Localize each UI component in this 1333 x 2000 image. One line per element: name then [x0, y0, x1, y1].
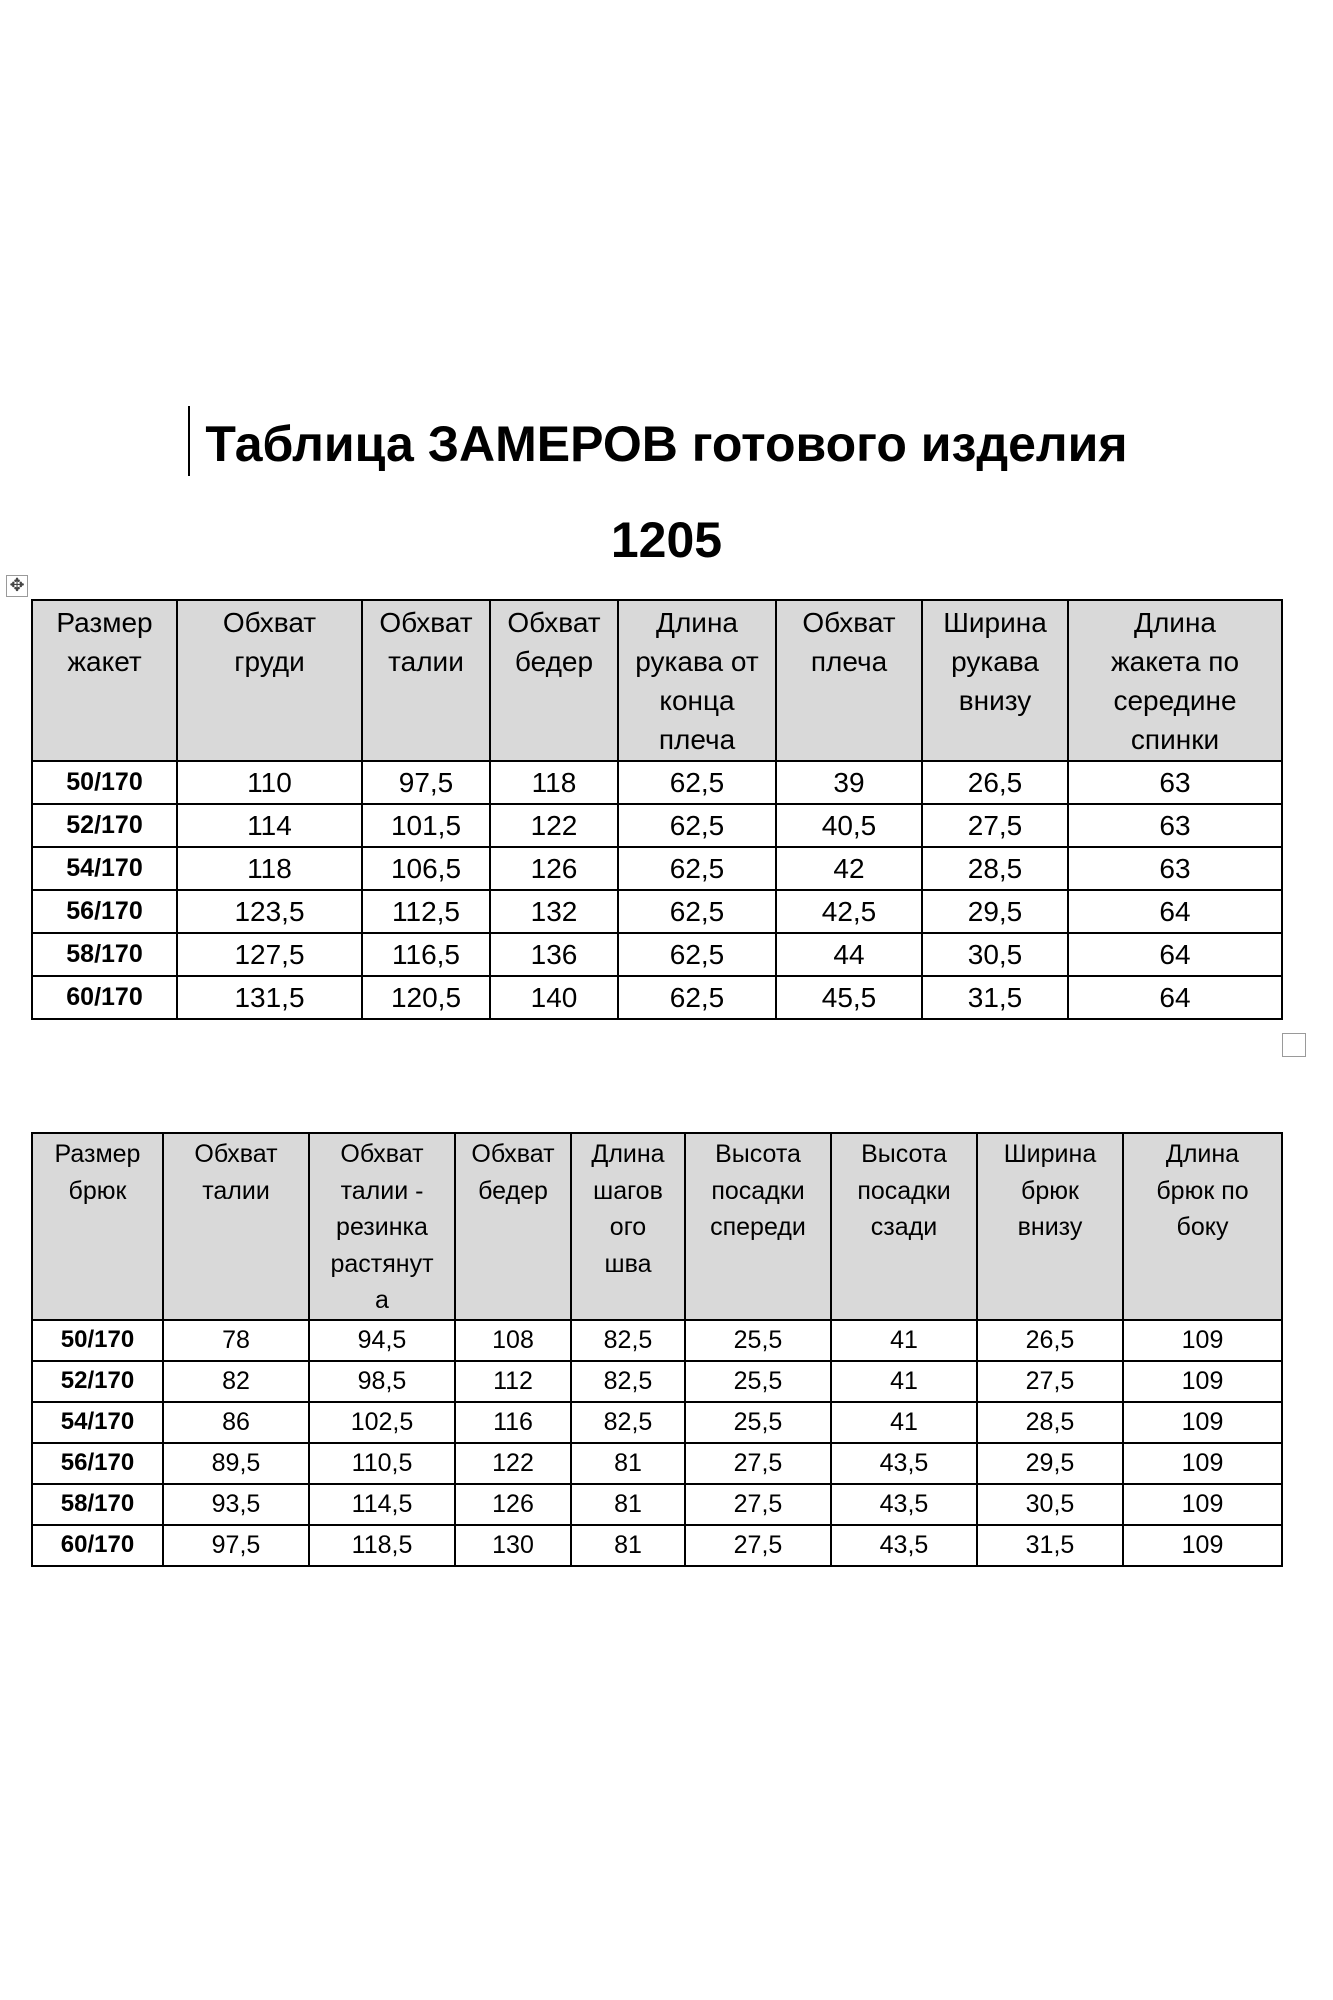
table-cell: 118	[177, 847, 362, 890]
table-cell: 30,5	[922, 933, 1068, 976]
header-cell: Ширина брюк внизу	[977, 1133, 1123, 1320]
table-header-row	[32, 1133, 1282, 1320]
table-cell: 62,5	[618, 804, 776, 847]
size-cell: 50/170	[32, 761, 177, 804]
table-row	[32, 1525, 1282, 1566]
size-cell: 58/170	[32, 933, 177, 976]
table-cell: 122	[455, 1443, 571, 1484]
table-cell: 29,5	[977, 1443, 1123, 1484]
table-cell: 109	[1123, 1525, 1282, 1566]
header-cell: Высота посадки сзади	[831, 1133, 977, 1320]
table-cell: 132	[490, 890, 618, 933]
table-row	[32, 976, 1282, 1019]
header-cell: Ширина рукава внизу	[922, 600, 1068, 761]
table-cell: 89,5	[163, 1443, 309, 1484]
header-cell: Длина шагов ого шва	[571, 1133, 685, 1320]
table-cell: 27,5	[922, 804, 1068, 847]
table-row	[32, 890, 1282, 933]
table-cell: 131,5	[177, 976, 362, 1019]
header-cell: Обхват талии	[362, 600, 490, 761]
size-cell: 54/170	[32, 1402, 163, 1443]
table-cell: 44	[776, 933, 922, 976]
table-cell: 41	[831, 1320, 977, 1361]
table-cell: 43,5	[831, 1443, 977, 1484]
table-cell: 112,5	[362, 890, 490, 933]
table-cell: 109	[1123, 1402, 1282, 1443]
table-cell: 78	[163, 1320, 309, 1361]
document-title: Таблица ЗАМЕРОВ готового изделия	[205, 416, 1128, 472]
table-cell: 25,5	[685, 1361, 831, 1402]
size-cell: 56/170	[32, 890, 177, 933]
table-row	[32, 804, 1282, 847]
table-cell: 43,5	[831, 1484, 977, 1525]
table-row	[32, 1361, 1282, 1402]
table-row	[32, 847, 1282, 890]
table-cell: 28,5	[977, 1402, 1123, 1443]
table-row	[32, 933, 1282, 976]
table-cell: 26,5	[977, 1320, 1123, 1361]
header-cell: Обхват бедер	[490, 600, 618, 761]
model-number: 1205	[610, 512, 723, 568]
table-cell: 127,5	[177, 933, 362, 976]
table-cell: 109	[1123, 1484, 1282, 1525]
header-cell: Длина жакета по середине спинки	[1068, 600, 1282, 761]
table-cell: 114,5	[309, 1484, 455, 1525]
table-cell: 93,5	[163, 1484, 309, 1525]
table-row	[32, 1443, 1282, 1484]
header-cell: Обхват груди	[177, 600, 362, 761]
table-cell: 42,5	[776, 890, 922, 933]
table-cell: 109	[1123, 1320, 1282, 1361]
table-cell: 82,5	[571, 1361, 685, 1402]
table-cell: 118,5	[309, 1525, 455, 1566]
jacket-measurements-table	[31, 599, 1283, 1020]
table-row	[32, 1320, 1282, 1361]
table-cell: 43,5	[831, 1525, 977, 1566]
table-cell: 41	[831, 1361, 977, 1402]
table-cell: 27,5	[685, 1525, 831, 1566]
size-cell: 52/170	[32, 804, 177, 847]
header-cell: Размер брюк	[32, 1133, 163, 1320]
table-cell: 62,5	[618, 976, 776, 1019]
table-cell: 62,5	[618, 761, 776, 804]
header-cell: Длина рукава от конца плеча	[618, 600, 776, 761]
table-cell: 63	[1068, 761, 1282, 804]
table-cell: 64	[1068, 890, 1282, 933]
table-cell: 109	[1123, 1443, 1282, 1484]
table-cell: 120,5	[362, 976, 490, 1019]
header-cell: Длина брюк по боку	[1123, 1133, 1282, 1320]
table-cell: 62,5	[618, 933, 776, 976]
table-cell: 26,5	[922, 761, 1068, 804]
header-cell: Обхват бедер	[455, 1133, 571, 1320]
size-cell: 56/170	[32, 1443, 163, 1484]
table-cell: 45,5	[776, 976, 922, 1019]
table-cell: 27,5	[977, 1361, 1123, 1402]
header-cell: Обхват талии - резинка растянут а	[309, 1133, 455, 1320]
table-cell: 30,5	[977, 1484, 1123, 1525]
table-cell: 126	[455, 1484, 571, 1525]
table-cell: 81	[571, 1484, 685, 1525]
table-cell: 101,5	[362, 804, 490, 847]
size-cell: 58/170	[32, 1484, 163, 1525]
table-cell: 63	[1068, 847, 1282, 890]
table-cell: 39	[776, 761, 922, 804]
table-cell: 81	[571, 1525, 685, 1566]
table-cell: 27,5	[685, 1484, 831, 1525]
size-cell: 60/170	[32, 1525, 163, 1566]
table-row	[32, 1402, 1282, 1443]
table-cell: 82,5	[571, 1402, 685, 1443]
table-cell: 110,5	[309, 1443, 455, 1484]
table-cell: 64	[1068, 933, 1282, 976]
table-row	[32, 761, 1282, 804]
table-cell: 112	[455, 1361, 571, 1402]
table-cell: 64	[1068, 976, 1282, 1019]
table-cell: 118	[490, 761, 618, 804]
header-cell: Размер жакет	[32, 600, 177, 761]
table-resize-handle[interactable]	[1282, 1033, 1306, 1057]
table-cell: 102,5	[309, 1402, 455, 1443]
table-cell: 86	[163, 1402, 309, 1443]
table-cell: 94,5	[309, 1320, 455, 1361]
table-cell: 116	[455, 1402, 571, 1443]
table-cell: 106,5	[362, 847, 490, 890]
header-cell: Обхват талии	[163, 1133, 309, 1320]
table-cell: 28,5	[922, 847, 1068, 890]
table-cell: 62,5	[618, 847, 776, 890]
table-cell: 25,5	[685, 1320, 831, 1361]
table-cell: 81	[571, 1443, 685, 1484]
table-cell: 97,5	[362, 761, 490, 804]
table-cell: 82	[163, 1361, 309, 1402]
pants-measurements-table	[31, 1132, 1283, 1567]
table-cell: 40,5	[776, 804, 922, 847]
size-cell: 54/170	[32, 847, 177, 890]
table-cell: 31,5	[922, 976, 1068, 1019]
table-cell: 82,5	[571, 1320, 685, 1361]
table-cell: 29,5	[922, 890, 1068, 933]
table-cell: 126	[490, 847, 618, 890]
table-header-row	[32, 600, 1282, 761]
table-cell: 42	[776, 847, 922, 890]
table-row	[32, 1484, 1282, 1525]
table-cell: 27,5	[685, 1443, 831, 1484]
table-cell: 116,5	[362, 933, 490, 976]
table-move-handle[interactable]	[6, 575, 28, 597]
table-cell: 25,5	[685, 1402, 831, 1443]
table-cell: 109	[1123, 1361, 1282, 1402]
table-cell: 97,5	[163, 1525, 309, 1566]
table-cell: 41	[831, 1402, 977, 1443]
table-cell: 98,5	[309, 1361, 455, 1402]
table-cell: 108	[455, 1320, 571, 1361]
table-cell: 130	[455, 1525, 571, 1566]
header-cell: Высота посадки спереди	[685, 1133, 831, 1320]
table-cell: 63	[1068, 804, 1282, 847]
table-cell: 114	[177, 804, 362, 847]
size-cell: 60/170	[32, 976, 177, 1019]
size-cell: 50/170	[32, 1320, 163, 1361]
move-arrows-icon: ✥	[9, 575, 25, 595]
table-cell: 62,5	[618, 890, 776, 933]
table-cell: 140	[490, 976, 618, 1019]
header-cell: Обхват плеча	[776, 600, 922, 761]
table-cell: 31,5	[977, 1525, 1123, 1566]
size-cell: 52/170	[32, 1361, 163, 1402]
table-cell: 110	[177, 761, 362, 804]
table-cell: 136	[490, 933, 618, 976]
table-cell: 123,5	[177, 890, 362, 933]
table-cell: 122	[490, 804, 618, 847]
